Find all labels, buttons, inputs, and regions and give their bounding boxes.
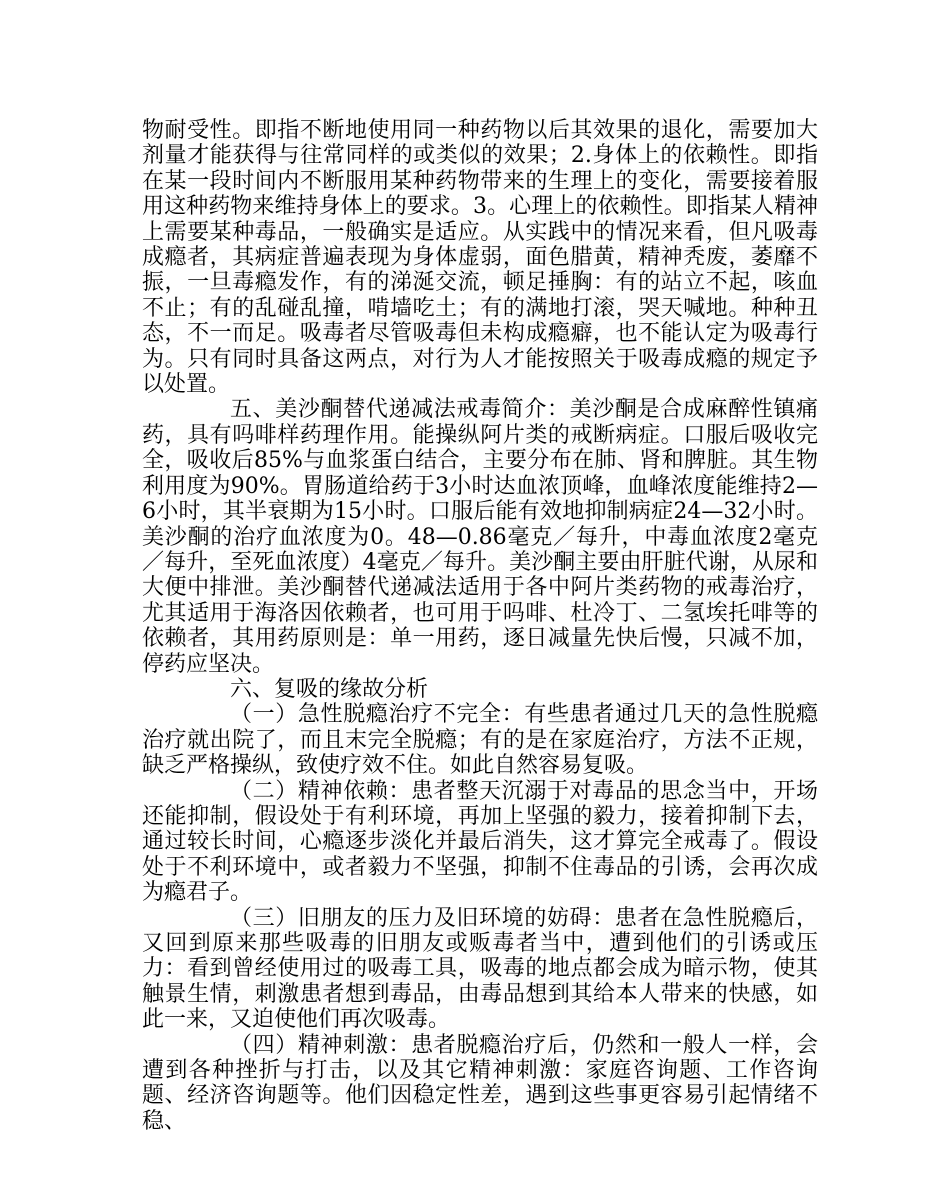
paragraph-cause-incomplete-treatment: （一）急性脱瘾治疗不完全：有些患者通过几天的急性脱瘾治疗就出院了，而且末完全脱瘾；有的是在家庭治疗，方法不正规，缺乏严格操纵，致使疗效不住。如此自然容易复吸。 [142, 702, 818, 779]
paragraph-cause-mental-stimulus: （四）精神刺激：患者脱瘾治疗后，仍然和一般人一样，会遭到各种挫折与打击，以及其它精神刺激：家庭咨询题、工作咨询题、经济咨询题等。他们因稳定性差，遇到这些事更容易引起情绪不稳、 [142, 1032, 818, 1134]
paragraph-cause-mental-dependence: （二）精神依赖：患者整天沉溺于对毒品的思念当中，开场还能抑制，假设处于有利环境，再加上坚强的毅力，接着抑制下去，通过较长时间，心瘾逐步淡化并最后消失，这才算完全戒毒了。假设处于不利环境中，或者毅力不坚强，抑制不住毒品的引诱，会再次成为瘾君子。 [142, 778, 818, 906]
section-heading-relapse-causes: 六、复吸的缘故分析 [230, 676, 429, 702]
paragraph-cause-old-friends: （三）旧朋友的压力及旧环境的妨碍：患者在急性脱瘾后，又回到原来那些吸毒的旧朋友或贩毒者当中，遭到他们的引诱或压力：看到曾经使用过的吸毒工具，吸毒的地点都会成为暗示物，使其触景生情，刺激患者想到毒品，由毒品想到其给本人带来的快感，如此一来，又迫使他们再次吸毒。 [142, 905, 818, 1033]
paragraph-drug-tolerance: 物耐受性。即指不断地使用同一种药物以后其效果的退化，需要加大剂量才能获得与往常同样的或类似的效果；2.身体上的依赖性。即指在某一段时间内不断服用某种药物带来的生理上的变化，需要接着服用这种药物来维持身体上的要求。3。心理上的依赖性。即指某人精神上需要某种毒品，一般确实是适应。从实践中的情况来看，但凡吸毒成瘾者，其病症普遍表现为身体虚弱，面色腊黄，精神秃废，萎靡不振，一旦毒瘾发作，有的涕涎交流，顿足捶胸：有的站立不起，咳血不止；有的乱碰乱撞，啃墙吃土；有的满地打滚，哭天喊地。种种丑态，不一而足。吸毒者尽管吸毒但未构成瘾癖，也不能认定为吸毒行为。只有同时具备这两点，对行为人才能按照关于吸毒成瘾的规定予以处置。 [142, 118, 818, 398]
paragraph-methadone-intro: 五、美沙酮替代递减法戒毒简介：美沙酮是合成麻醉性镇痛药，具有吗啡样药理作用。能操纵阿片类的戒断病症。口服后吸收完全，吸收后85%与血浆蛋白结合，主要分布在肺、肾和脾脏。其生物利用度为90%。胃肠道给药于3小时达血浓顶峰，血峰浓度能维持2—6小时，其半衰期为15小时。口服后能有效地抑制病症24—32小时。美沙酮的治疗血浓度为0。48—0.86毫克／每升，中毒血浓度2毫克／每升，至死血浓度）4毫克／每升。美沙酮主要由肝脏代谢，从尿和大便中排泄。美沙酮替代递减法适用于各中阿片类药物的戒毒治疗，尤其适用于海洛因依赖者，也可用于吗啡、杜冷丁、二氢埃托啡等的依赖者，其用药原则是：单一用药，逐日减量先快后慢，只减不加，停药应坚决。 [142, 397, 818, 677]
document-page [142, 118, 818, 1134]
